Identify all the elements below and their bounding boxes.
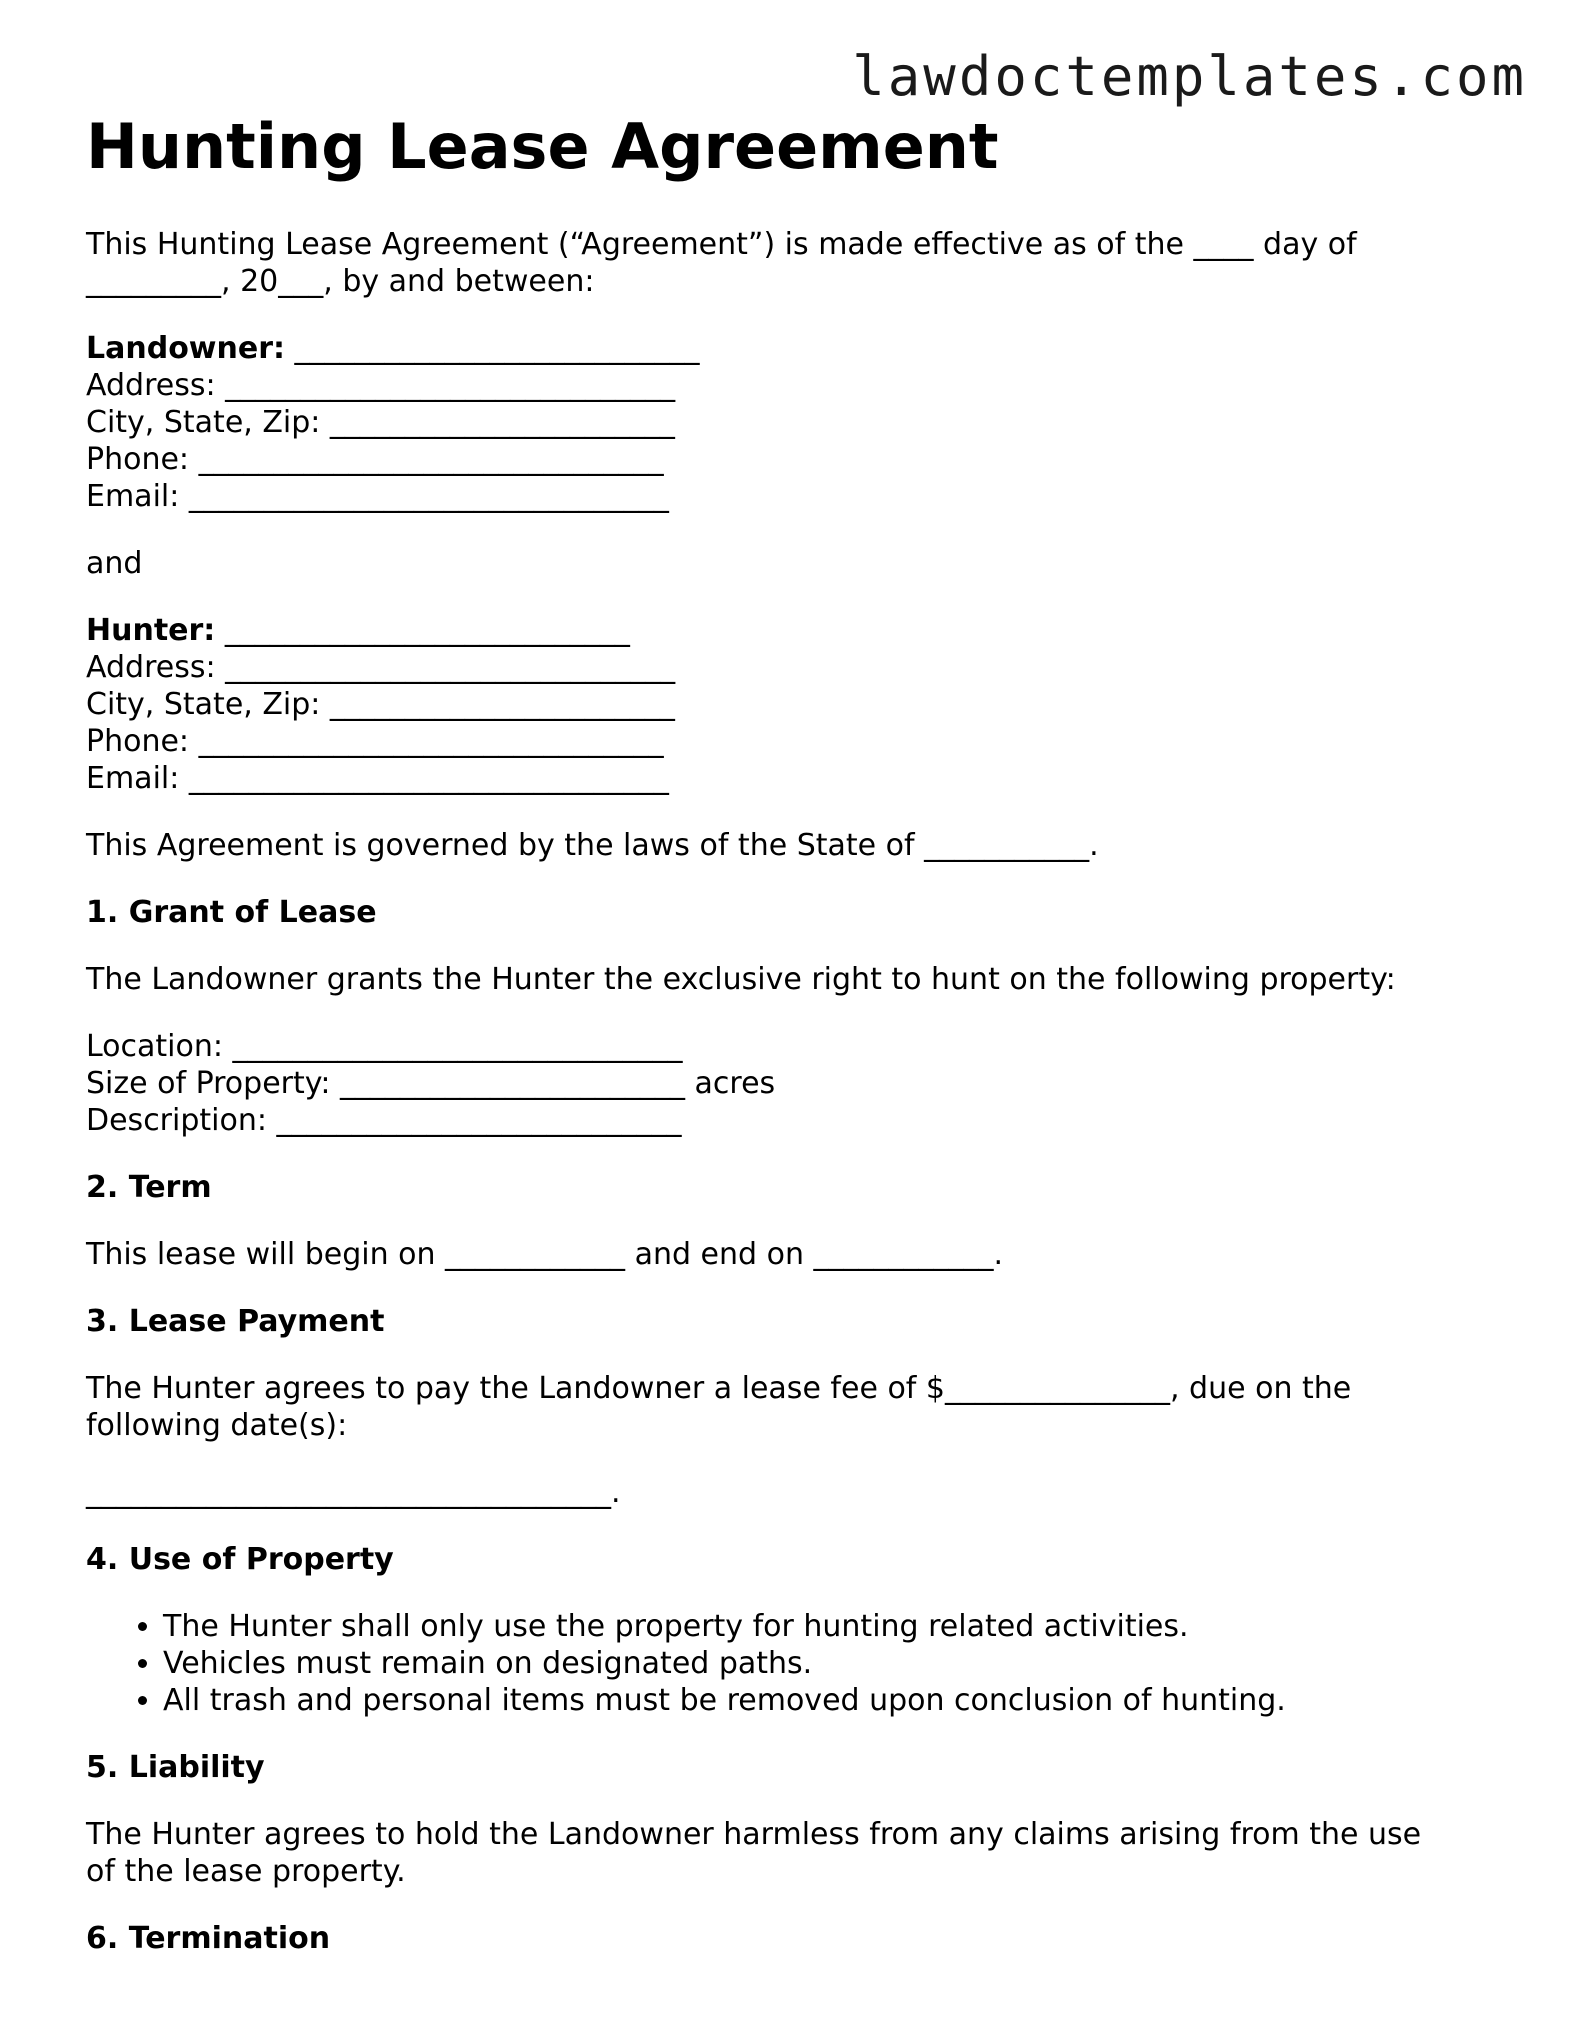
intro-line-1: This Hunting Lease Agreement (“Agreement”) is made effective as of the ____ day of bbox=[86, 227, 1357, 262]
document-body bbox=[86, 112, 1506, 1987]
size-field: Size of Property: _______________________ acres bbox=[86, 1066, 776, 1101]
hunter-city-field: City, State, Zip: _______________________ bbox=[86, 687, 675, 722]
payment-dates-field: ___________________________________. bbox=[86, 1475, 621, 1510]
landowner-label: Landowner: bbox=[86, 331, 286, 366]
location-field: Location: ______________________________ bbox=[86, 1029, 683, 1064]
section-1-text: The Landowner grants the Hunter the exclusive right to hunt on the following property: bbox=[86, 962, 1396, 997]
use-of-property-list bbox=[86, 1608, 1506, 1719]
and-text: and bbox=[86, 546, 143, 581]
description-field: Description: ___________________________ bbox=[86, 1103, 682, 1138]
list-item: • Vehicles must remain on designated paths. bbox=[163, 1645, 1506, 1682]
section-6-heading: 6. Termination bbox=[86, 1921, 331, 1956]
hunter-address-field: Address: ______________________________ bbox=[86, 650, 676, 685]
landowner-block bbox=[86, 330, 1506, 515]
hunter-block bbox=[86, 612, 1506, 797]
landowner-city-field: City, State, Zip: _______________________ bbox=[86, 405, 675, 440]
section-3-paragraph bbox=[86, 1370, 1506, 1444]
intro-line-2: _________, 20___, by and between: bbox=[86, 264, 595, 299]
section-5-paragraph bbox=[86, 1816, 1506, 1890]
property-block bbox=[86, 1028, 1506, 1139]
document-title: Hunting Lease Agreement bbox=[86, 110, 999, 183]
section-5-line-2: of the lease property. bbox=[86, 1854, 406, 1889]
section-3-heading: 3. Lease Payment bbox=[86, 1304, 385, 1339]
section-5-line-1: The Hunter agrees to hold the Landowner harmless from any claims arising from the use bbox=[86, 1817, 1422, 1852]
governing-law-text: This Agreement is governed by the laws of the State of ___________. bbox=[86, 828, 1099, 863]
landowner-phone-field: Phone: _______________________________ bbox=[86, 442, 664, 477]
landowner-name-field: ___________________________ bbox=[285, 331, 700, 366]
hunter-name-line bbox=[86, 612, 1506, 649]
landowner-name-line bbox=[86, 330, 1506, 367]
section-2-heading: 2. Term bbox=[86, 1170, 212, 1205]
landowner-address-field: Address: ______________________________ bbox=[86, 368, 676, 403]
hunter-label: Hunter: bbox=[86, 613, 216, 648]
hunter-phone-field: Phone: _______________________________ bbox=[86, 724, 664, 759]
list-item: • All trash and personal items must be removed upon conclusion of hunting. bbox=[163, 1682, 1506, 1719]
section-1-heading: 1. Grant of Lease bbox=[86, 895, 377, 930]
hunter-email-field: Email: ________________________________ bbox=[86, 761, 669, 796]
section-5-heading: 5. Liability bbox=[86, 1750, 265, 1785]
landowner-email-field: Email: ________________________________ bbox=[86, 479, 669, 514]
watermark: lawdoctemplates.com bbox=[852, 45, 1527, 108]
list-item: • The Hunter shall only use the property for hunting related activities. bbox=[163, 1608, 1506, 1645]
intro-paragraph bbox=[86, 226, 1506, 300]
section-3-line-1: The Hunter agrees to pay the Landowner a lease fee of $_______________, due on the bbox=[86, 1371, 1352, 1406]
section-4-heading: 4. Use of Property bbox=[86, 1542, 394, 1577]
hunter-name-field: ___________________________ bbox=[215, 613, 630, 648]
section-3-line-2: following date(s): bbox=[86, 1408, 348, 1443]
section-2-text: This lease will begin on ____________ and end on ____________. bbox=[86, 1237, 1004, 1272]
